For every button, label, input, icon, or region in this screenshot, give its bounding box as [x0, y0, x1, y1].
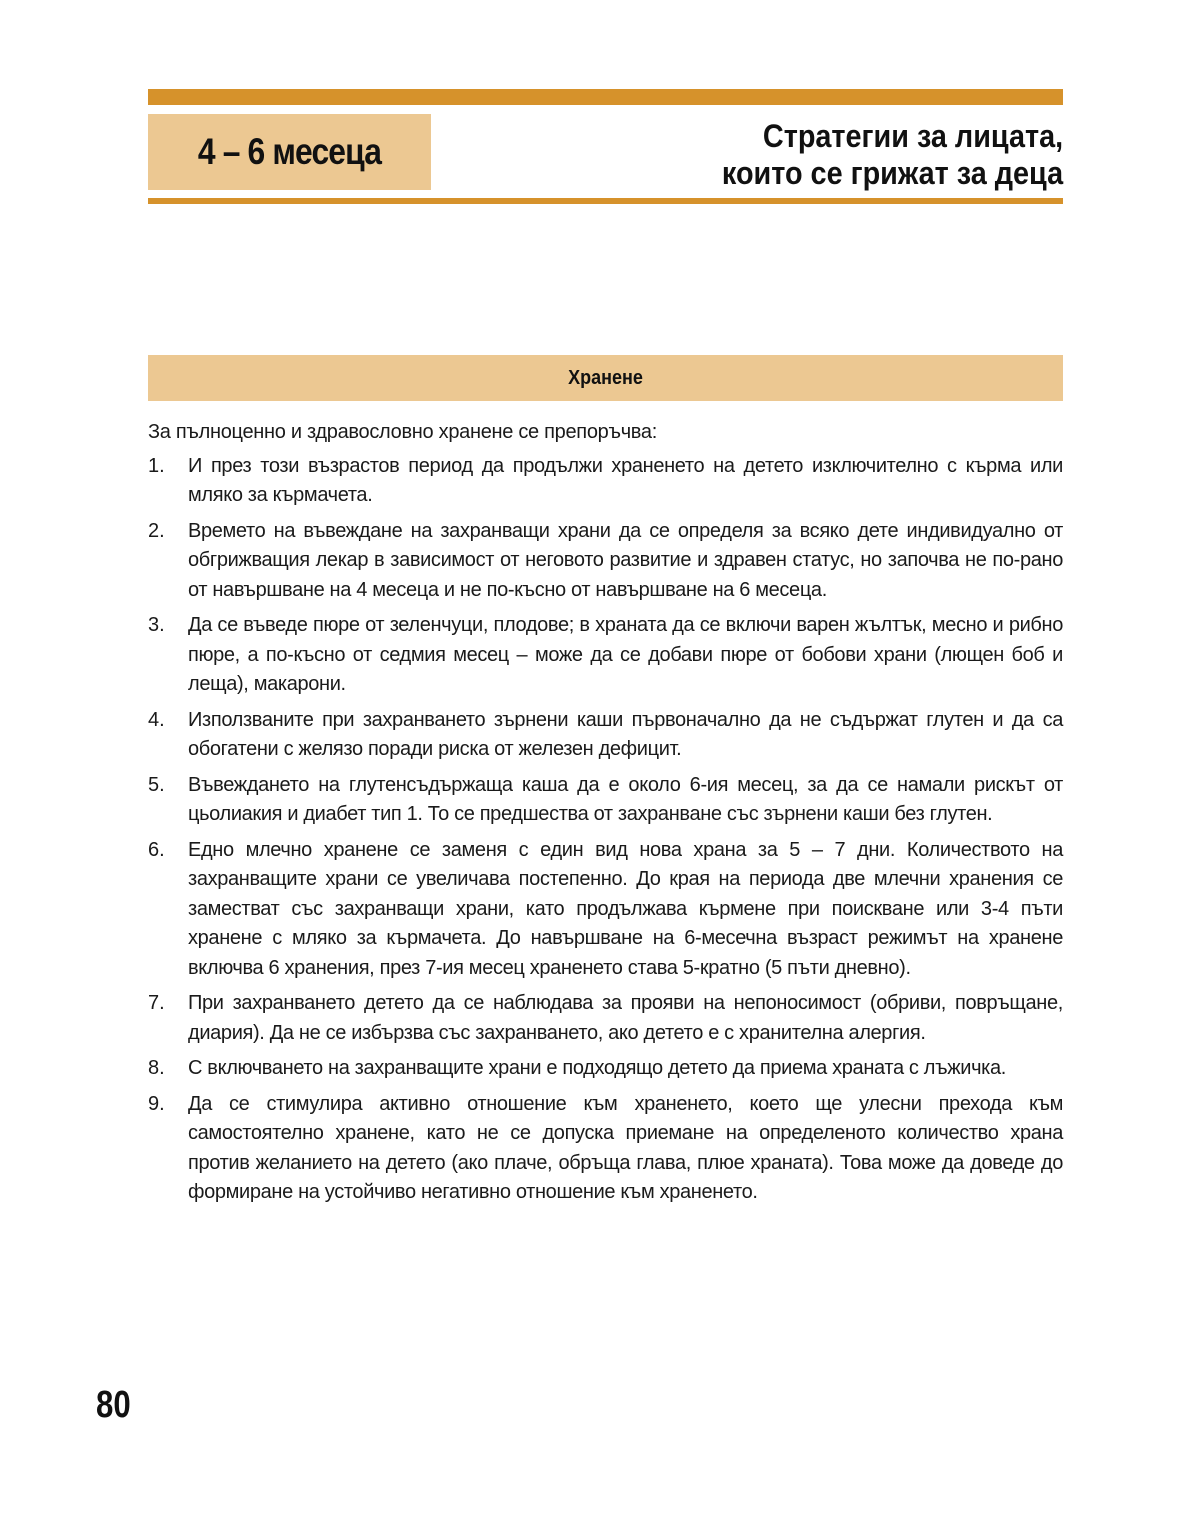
item-number: 5.	[148, 773, 165, 796]
list-item	[148, 1054, 1063, 1084]
item-text: И през този възрастов период да продължи храненето на детето изключително с кърма или мляко за кърмачета.	[188, 454, 1063, 506]
list-item	[148, 452, 1063, 511]
item-text: Да се въведе пюре от зеленчуци, плодове; в храната да се включи варен жълтък, месно и рибно пюре, а по-късно от седмия месец – може да се добави пюре от бобови храни (лющен боб и леща), макарони.	[188, 614, 1063, 695]
list-item	[148, 836, 1063, 984]
page-title-line-1: Стратегии за лицата,	[762, 118, 1063, 154]
age-range-box	[148, 114, 431, 190]
page-title	[722, 118, 1063, 192]
list-item	[148, 771, 1063, 830]
item-number: 6.	[148, 838, 165, 861]
recommendation-list	[148, 452, 1063, 1208]
item-text: С включването на захранващите храни е подходящо детето да приема храната с лъжичка.	[188, 1057, 1006, 1079]
item-text: Въвеждането на глутенсъдържаща каша да е около 6-ия месец, за да се намали рискът от цьолиакия и диабет тип 1. То се предшества от захранване със зърнени каши без глутен.	[188, 773, 1063, 825]
intro-text: За пълноценно и здравословно хранене се препоръчва:	[148, 421, 657, 443]
item-number: 9.	[148, 1092, 165, 1115]
page-number: 80	[96, 1384, 131, 1426]
item-text: Да се стимулира активно отношение към храненето, което ще улесни прехода към самостоятелно хранене, като не се допуска приемане на определеното количество храна против желанието на детето (ако плаче, обръща глава, плюе храната). Това може да доведе до формиране на устойчиво негативно отношение към храненето.	[188, 1092, 1063, 1203]
list-item	[148, 611, 1063, 700]
item-text: При захранването детето да се наблюдава за прояви на непоносимост (обриви, повръщане, диария). Да не се избързва със захранването, ако детето е с хранителна алергия.	[188, 992, 1063, 1044]
item-number: 7.	[148, 992, 165, 1014]
list-item	[148, 1090, 1063, 1208]
item-number: 1.	[148, 454, 165, 477]
item-number: 2.	[148, 519, 165, 542]
section-content	[148, 418, 1063, 1214]
section-title: Хранене	[568, 366, 643, 389]
bottom-rule	[148, 198, 1063, 204]
top-rule	[148, 89, 1063, 105]
item-number: 3.	[148, 614, 165, 636]
item-number: 8.	[148, 1057, 165, 1079]
list-item	[148, 517, 1063, 606]
item-text: Едно млечно хранене се заменя с един вид нова храна за 5 – 7 дни. Количеството на захранващите храни се увеличава постепенно. До края на периода две млечни хранения се заместват със захранващи храни, като продължава кърмене при поискване или 3-4 пъти хранене с мляко за кърмачета. До навършване на 6-месечна възраст режимът на хранене включва 6 хранения, през 7-ия месец храненето става 5-кратно (5 пъти дневно).	[188, 838, 1063, 979]
page-title-line-2: които се грижат за деца	[721, 155, 1063, 191]
age-range-label: 4 – 6 месеца	[197, 131, 382, 172]
item-number: 4.	[148, 708, 165, 731]
list-item	[148, 989, 1063, 1048]
item-text: Използваните при захранването зърнени каши първоначално да не съдържат глутен и да са обогатени с желязо поради риска от железен дефицит.	[188, 708, 1063, 760]
section-header	[148, 355, 1063, 401]
list-item	[148, 706, 1063, 765]
item-text: Времето на въвеждане на захранващи храни да се определя за всяко дете индивидуално от обгрижващия лекар в зависимост от неговото развитие и здравен статус, но започва не по-рано от навършване на 4 месеца и не по-късно от навършване на 6 месеца.	[188, 519, 1063, 601]
